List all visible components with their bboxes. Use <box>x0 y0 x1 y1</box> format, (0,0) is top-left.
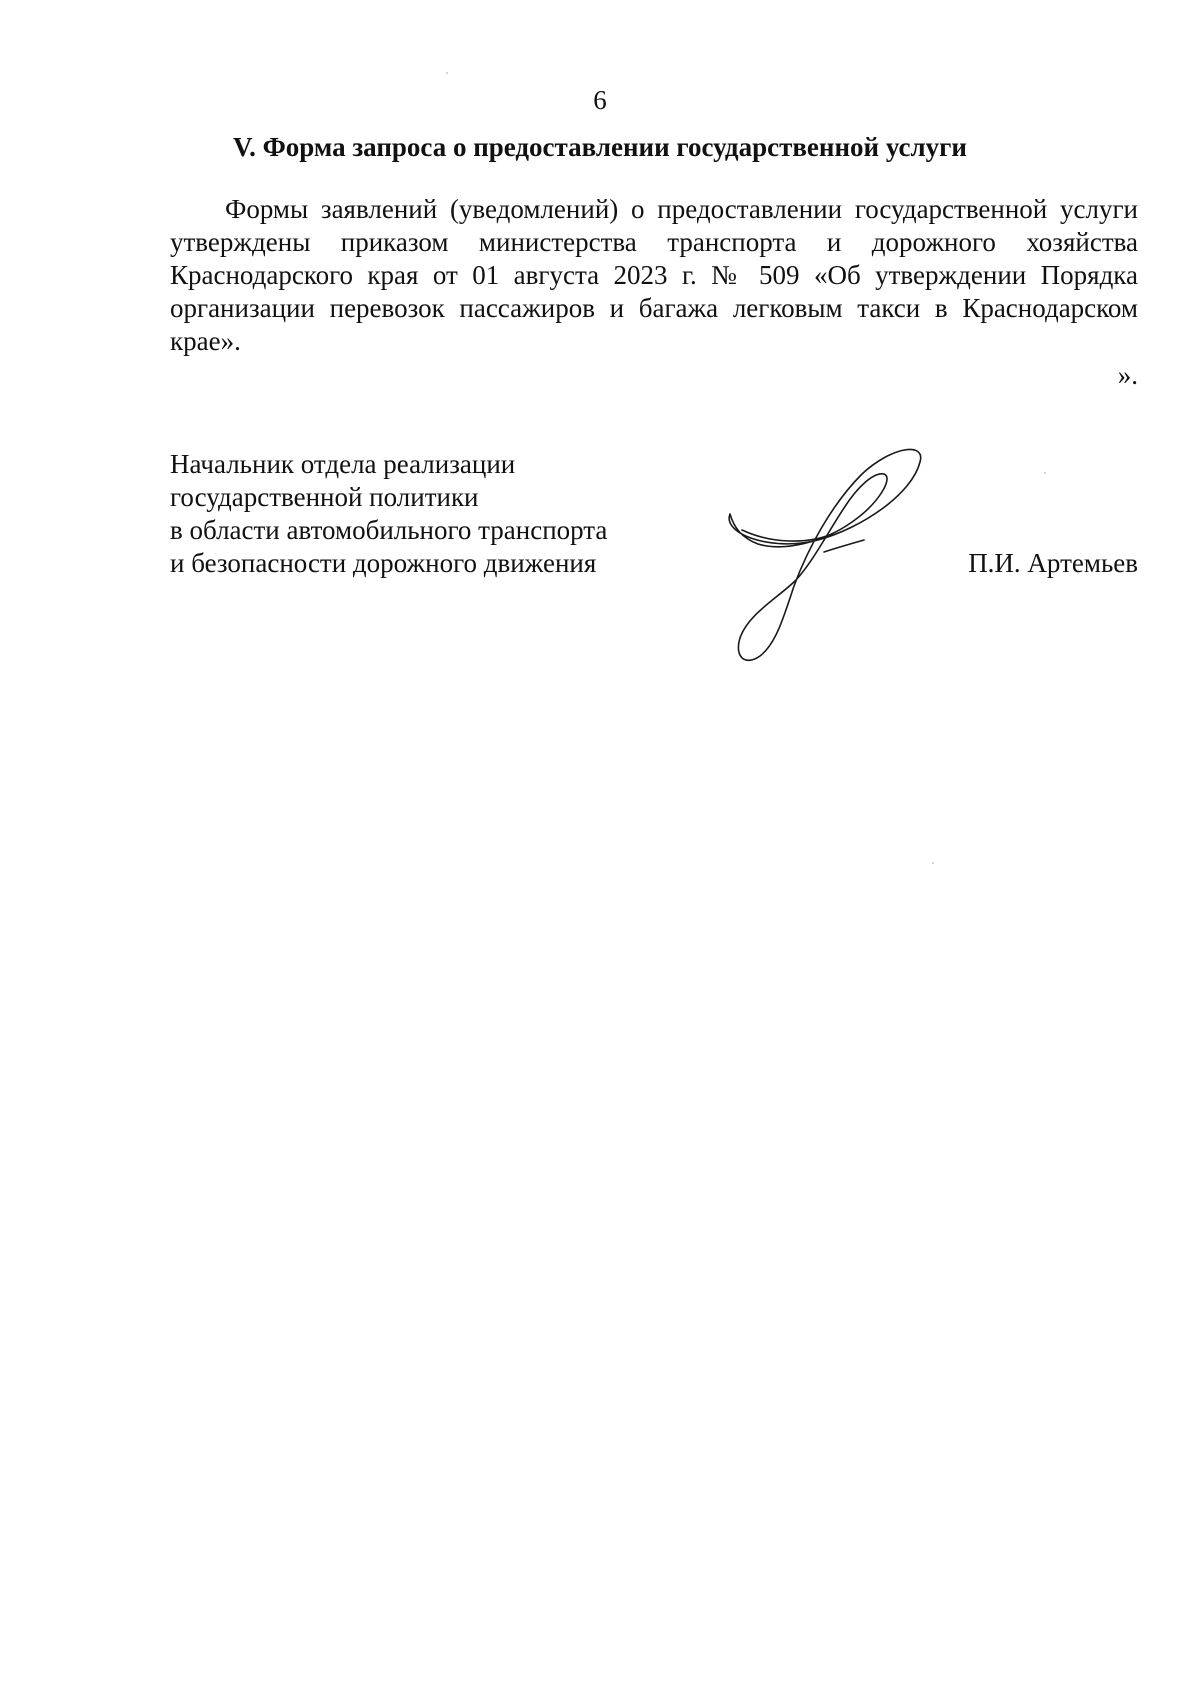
scan-speck <box>446 72 448 74</box>
scan-speck <box>1044 472 1046 474</box>
signer-position-line: и безопасности дорожного движения <box>170 548 597 578</box>
body-paragraph: Формы заявлений (уведомлений) о предоставлении государственной услуги утверждены приказом министерства транспорта и дорожного хозяйства Краснодарского края от 01 августа 2023 г. № 509 «Об утверждении Порядка организации перевозок пассажиров и багажа легковым такси в Краснодарском крае». <box>170 194 1138 356</box>
section-heading: V. Форма запроса о предоставлении государственной услуги <box>233 132 967 162</box>
signer-position-line: Начальник отдела реализации <box>170 449 516 479</box>
handwritten-signature <box>712 448 952 676</box>
page-number: 6 <box>593 85 607 115</box>
signer-position-line: государственной политики <box>170 482 479 512</box>
closing-quote: ». <box>1117 360 1138 390</box>
scan-speck <box>932 862 934 864</box>
signer-position <box>170 448 730 580</box>
signer-name: П.И. Артемьев <box>968 548 1138 578</box>
signer-position-line: в области автомобильного транспорта <box>170 515 608 545</box>
